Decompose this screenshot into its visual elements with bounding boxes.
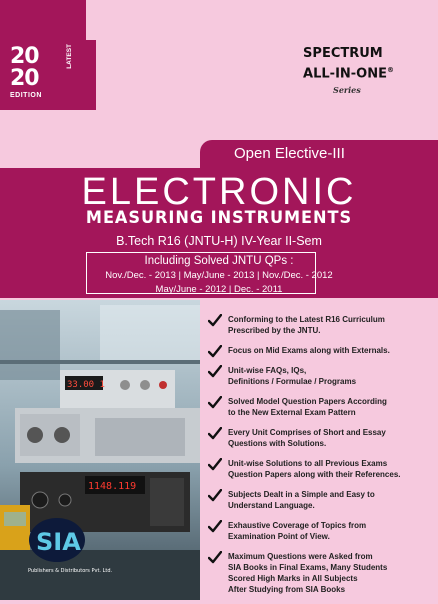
series-line3: Series	[333, 85, 361, 96]
series-logo	[303, 46, 394, 95]
series-line1: SPECTRUM	[303, 46, 383, 61]
svg-text:Publishers & Distributors Pvt.: Publishers & Distributors Pvt. Ltd.	[28, 568, 113, 574]
feature-text: Conforming to the Latest R16 Curriculum Prescribed by the JNTU.	[228, 315, 385, 335]
feature-text: Focus on Mid Exams along with Externals.	[228, 346, 390, 355]
instruments-photo	[0, 300, 200, 600]
book-title: ELECTRONIC	[81, 171, 357, 213]
checkmark-icon	[208, 458, 222, 472]
title-band	[0, 168, 438, 298]
svg-text:33.00 1: 33.00 1	[67, 380, 105, 390]
svg-text:1148.119: 1148.119	[88, 481, 137, 492]
feature-item	[208, 314, 430, 336]
checkmark-icon	[208, 345, 222, 359]
checkmark-icon	[208, 396, 222, 410]
feature-text: Every Unit Comprises of Short and Essay Questions with Solutions.	[228, 428, 386, 448]
feature-item	[208, 489, 430, 511]
edition-side-label: LATEST	[66, 44, 73, 69]
feature-item	[208, 551, 430, 595]
feature-text: Unit-wise Solutions to all Previous Exams Question Papers along with their References.	[228, 459, 401, 479]
edition-year-bottom: 20	[10, 66, 39, 91]
feature-text: Exhaustive Coverage of Topics from Examination Point of View.	[228, 521, 367, 541]
checkmark-icon	[208, 314, 222, 328]
edition-label: EDITION	[10, 92, 42, 99]
series-line2: ALL-IN-ONE	[303, 66, 387, 82]
solved-qps-line2: May/June - 2012 | Dec. - 2011	[155, 284, 283, 295]
feature-text: Unit-wise FAQs, IQs, Definitions / Formulae / Programs	[228, 366, 357, 386]
elective-tab	[200, 140, 438, 168]
feature-item	[208, 520, 430, 542]
feature-text: Solved Model Question Papers According to the New External Exam Pattern	[228, 397, 387, 417]
checkmark-icon	[208, 489, 222, 503]
edition-year-top: 20	[10, 44, 39, 69]
checkmark-icon	[208, 365, 222, 379]
feature-text: Maximum Questions were Asked from SIA Books in Final Exams, Many Students Scored High Marks in All Subjects After Studying from SIA Books	[228, 552, 388, 594]
elective-label: Open Elective-III	[234, 145, 345, 162]
feature-item	[208, 396, 430, 418]
course-label: B.Tech R16 (JNTU-H) IV-Year II-Sem	[116, 234, 322, 248]
edition-badge	[0, 40, 96, 110]
book-subtitle: MEASURING INSTRUMENTS	[85, 208, 353, 228]
feature-item	[208, 365, 430, 387]
feature-item	[208, 458, 430, 480]
features-list	[208, 314, 430, 604]
registered-mark: ®	[387, 66, 394, 74]
checkmark-icon	[208, 427, 222, 441]
feature-item	[208, 345, 430, 356]
feature-text: Subjects Dealt in a Simple and Easy to Understand Language.	[228, 490, 375, 510]
checkmark-icon	[208, 520, 222, 534]
solved-qps-heading: Including Solved JNTU QPs :	[144, 255, 294, 267]
feature-item	[208, 427, 430, 449]
solved-qps-line1: Nov./Dec. - 2013 | May/June - 2013 | Nov./Dec. - 2012	[105, 270, 333, 281]
checkmark-icon	[208, 551, 222, 565]
svg-text:SIA: SIA	[36, 528, 81, 556]
